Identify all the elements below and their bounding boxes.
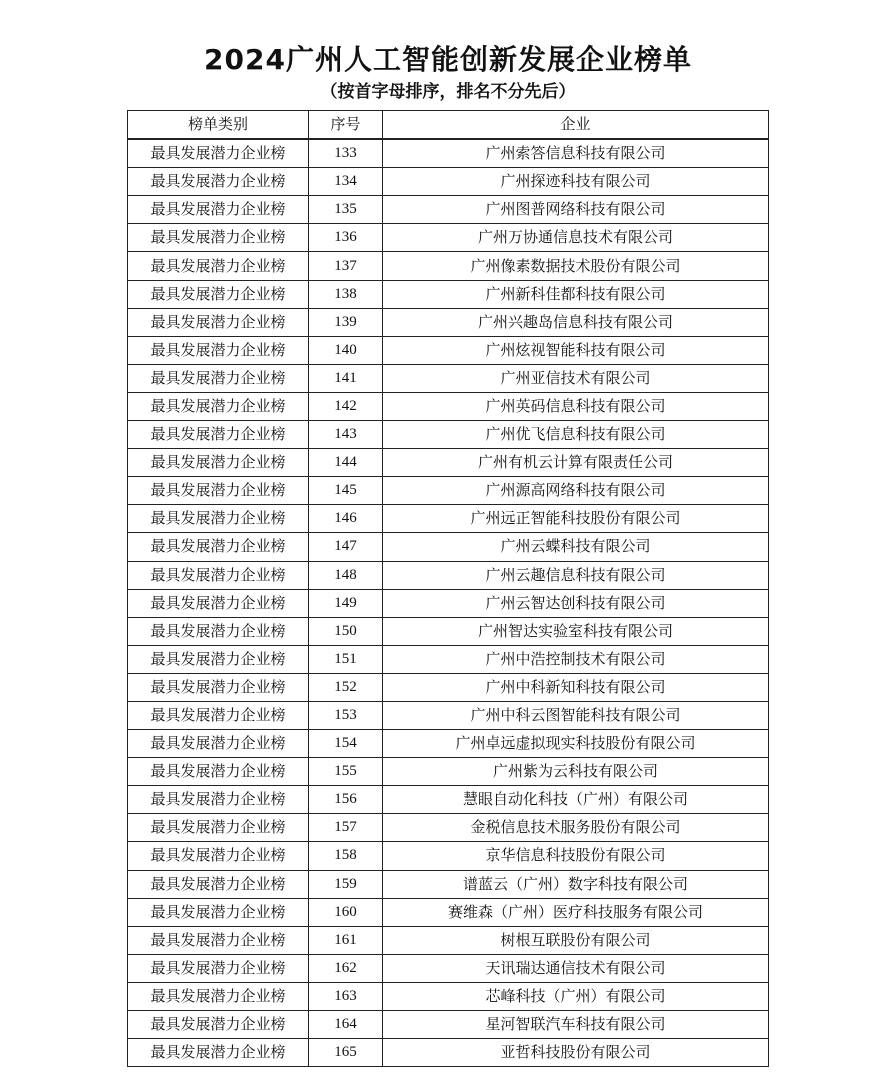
number-cell: 157: [309, 814, 383, 842]
table-row: [128, 336, 769, 364]
table-body: [128, 139, 769, 1067]
category-cell: 最具发展潜力企业榜: [128, 196, 309, 224]
company-cell: 广州云趣信息科技有限公司: [383, 561, 769, 589]
table-row: [128, 1011, 769, 1039]
number-cell: 133: [309, 139, 383, 168]
table-row: [128, 224, 769, 252]
table-row: [128, 561, 769, 589]
table-row: [128, 168, 769, 196]
table-row: [128, 870, 769, 898]
number-cell: 138: [309, 280, 383, 308]
page-title: 2024广州人工智能创新发展企业榜单: [204, 43, 692, 76]
number-cell: 164: [309, 1011, 383, 1039]
number-cell: 146: [309, 505, 383, 533]
number-cell: 165: [309, 1039, 383, 1067]
table-row: [128, 786, 769, 814]
table-row: [128, 926, 769, 954]
company-cell: 广州云蝶科技有限公司: [383, 533, 769, 561]
number-cell: 149: [309, 589, 383, 617]
category-cell: 最具发展潜力企业榜: [128, 364, 309, 392]
table-row: [128, 364, 769, 392]
table-row: [128, 982, 769, 1010]
number-cell: 159: [309, 870, 383, 898]
category-cell: 最具发展潜力企业榜: [128, 814, 309, 842]
table-row: [128, 280, 769, 308]
category-cell: 最具发展潜力企业榜: [128, 926, 309, 954]
table-row: [128, 533, 769, 561]
number-cell: 136: [309, 224, 383, 252]
number-cell: 134: [309, 168, 383, 196]
category-cell: 最具发展潜力企业榜: [128, 589, 309, 617]
category-cell: 最具发展潜力企业榜: [128, 392, 309, 420]
number-cell: 140: [309, 336, 383, 364]
category-cell: 最具发展潜力企业榜: [128, 701, 309, 729]
table-row: [128, 477, 769, 505]
category-cell: 最具发展潜力企业榜: [128, 645, 309, 673]
company-cell: 广州源高网络科技有限公司: [383, 477, 769, 505]
company-cell: 广州云智达创科技有限公司: [383, 589, 769, 617]
category-cell: 最具发展潜力企业榜: [128, 252, 309, 280]
table-row: [128, 617, 769, 645]
company-cell: 天讯瑞达通信技术有限公司: [383, 954, 769, 982]
number-cell: 135: [309, 196, 383, 224]
table-row: [128, 421, 769, 449]
table-row: [128, 701, 769, 729]
company-cell: 广州卓远虚拟现实科技股份有限公司: [383, 730, 769, 758]
category-cell: 最具发展潜力企业榜: [128, 1011, 309, 1039]
company-cell: 星河智联汽车科技有限公司: [383, 1011, 769, 1039]
company-cell: 赛维森（广州）医疗科技服务有限公司: [383, 898, 769, 926]
column-header-category: 榜单类别: [128, 111, 309, 140]
category-cell: 最具发展潜力企业榜: [128, 786, 309, 814]
table-row: [128, 196, 769, 224]
company-cell: 芯峰科技（广州）有限公司: [383, 982, 769, 1010]
table-row: [128, 814, 769, 842]
number-cell: 163: [309, 982, 383, 1010]
category-cell: 最具发展潜力企业榜: [128, 308, 309, 336]
table-row: [128, 730, 769, 758]
company-cell: 树根互联股份有限公司: [383, 926, 769, 954]
company-cell: 广州索答信息科技有限公司: [383, 139, 769, 168]
number-cell: 152: [309, 673, 383, 701]
number-cell: 145: [309, 477, 383, 505]
company-cell: 广州英码信息科技有限公司: [383, 392, 769, 420]
number-cell: 160: [309, 898, 383, 926]
category-cell: 最具发展潜力企业榜: [128, 477, 309, 505]
column-header-number: 序号: [309, 111, 383, 140]
company-table: [127, 110, 769, 1067]
table-row: [128, 758, 769, 786]
table-row: [128, 139, 769, 168]
company-cell: 广州中科云图智能科技有限公司: [383, 701, 769, 729]
category-cell: 最具发展潜力企业榜: [128, 280, 309, 308]
company-cell: 广州像素数据技术股份有限公司: [383, 252, 769, 280]
company-cell: 广州新科佳都科技有限公司: [383, 280, 769, 308]
category-cell: 最具发展潜力企业榜: [128, 561, 309, 589]
category-cell: 最具发展潜力企业榜: [128, 870, 309, 898]
number-cell: 162: [309, 954, 383, 982]
category-cell: 最具发展潜力企业榜: [128, 673, 309, 701]
category-cell: 最具发展潜力企业榜: [128, 954, 309, 982]
table-row: [128, 898, 769, 926]
category-cell: 最具发展潜力企业榜: [128, 730, 309, 758]
company-cell: 广州紫为云科技有限公司: [383, 758, 769, 786]
number-cell: 139: [309, 308, 383, 336]
column-header-company: 企业: [383, 111, 769, 140]
company-cell: 广州中浩控制技术有限公司: [383, 645, 769, 673]
category-cell: 最具发展潜力企业榜: [128, 168, 309, 196]
number-cell: 155: [309, 758, 383, 786]
category-cell: 最具发展潜力企业榜: [128, 758, 309, 786]
table-row: [128, 1039, 769, 1067]
company-cell: 广州万协通信息技术有限公司: [383, 224, 769, 252]
table-row: [128, 645, 769, 673]
company-cell: 广州探迹科技有限公司: [383, 168, 769, 196]
company-cell: 金税信息技术服务股份有限公司: [383, 814, 769, 842]
number-cell: 161: [309, 926, 383, 954]
number-cell: 150: [309, 617, 383, 645]
number-cell: 154: [309, 730, 383, 758]
company-cell: 亚哲科技股份有限公司: [383, 1039, 769, 1067]
number-cell: 158: [309, 842, 383, 870]
category-cell: 最具发展潜力企业榜: [128, 449, 309, 477]
table-row: [128, 673, 769, 701]
category-cell: 最具发展潜力企业榜: [128, 842, 309, 870]
number-cell: 153: [309, 701, 383, 729]
category-cell: 最具发展潜力企业榜: [128, 898, 309, 926]
company-cell: 广州中科新知科技有限公司: [383, 673, 769, 701]
category-cell: 最具发展潜力企业榜: [128, 224, 309, 252]
company-cell: 广州图普网络科技有限公司: [383, 196, 769, 224]
category-cell: 最具发展潜力企业榜: [128, 505, 309, 533]
table-header-row: [128, 111, 769, 140]
company-cell: 京华信息科技股份有限公司: [383, 842, 769, 870]
table-row: [128, 392, 769, 420]
company-cell: 广州优飞信息科技有限公司: [383, 421, 769, 449]
company-cell: 慧眼自动化科技（广州）有限公司: [383, 786, 769, 814]
number-cell: 151: [309, 645, 383, 673]
company-cell: 广州兴趣岛信息科技有限公司: [383, 308, 769, 336]
category-cell: 最具发展潜力企业榜: [128, 1039, 309, 1067]
number-cell: 156: [309, 786, 383, 814]
company-cell: 广州有机云计算有限责任公司: [383, 449, 769, 477]
number-cell: 147: [309, 533, 383, 561]
category-cell: 最具发展潜力企业榜: [128, 982, 309, 1010]
company-cell: 广州炫视智能科技有限公司: [383, 336, 769, 364]
number-cell: 137: [309, 252, 383, 280]
number-cell: 141: [309, 364, 383, 392]
table-row: [128, 449, 769, 477]
company-cell: 广州智达实验室科技有限公司: [383, 617, 769, 645]
table-row: [128, 308, 769, 336]
page-subtitle: （按首字母排序，排名不分先后）: [320, 82, 576, 102]
category-cell: 最具发展潜力企业榜: [128, 139, 309, 168]
category-cell: 最具发展潜力企业榜: [128, 617, 309, 645]
company-cell: 广州亚信技术有限公司: [383, 364, 769, 392]
table-row: [128, 589, 769, 617]
table-row: [128, 252, 769, 280]
table-row: [128, 954, 769, 982]
number-cell: 142: [309, 392, 383, 420]
category-cell: 最具发展潜力企业榜: [128, 421, 309, 449]
number-cell: 148: [309, 561, 383, 589]
number-cell: 144: [309, 449, 383, 477]
table-row: [128, 842, 769, 870]
company-cell: 谱蓝云（广州）数字科技有限公司: [383, 870, 769, 898]
table-row: [128, 505, 769, 533]
number-cell: 143: [309, 421, 383, 449]
category-cell: 最具发展潜力企业榜: [128, 533, 309, 561]
company-cell: 广州远正智能科技股份有限公司: [383, 505, 769, 533]
category-cell: 最具发展潜力企业榜: [128, 336, 309, 364]
